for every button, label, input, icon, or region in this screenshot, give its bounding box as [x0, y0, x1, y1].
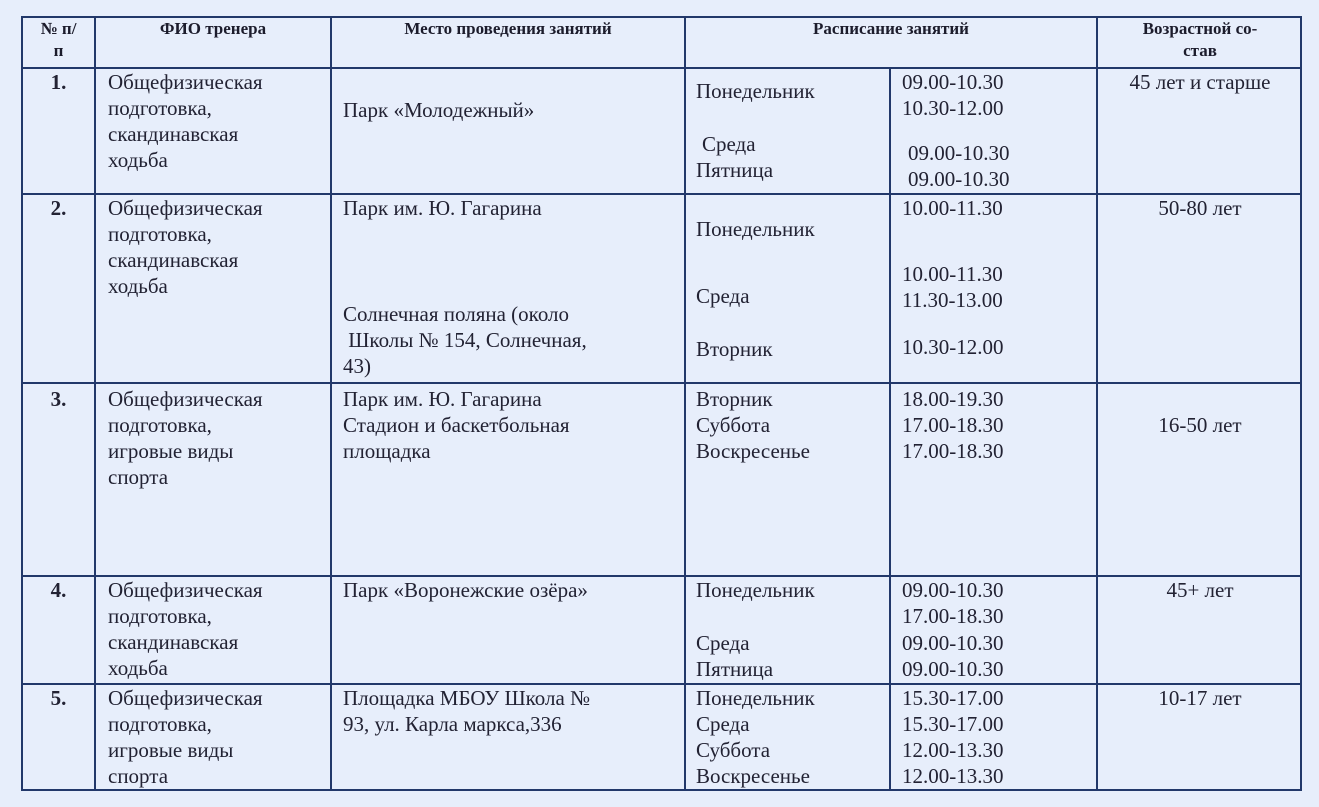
- day-label: Вторник: [696, 337, 773, 361]
- col-divider: [94, 18, 96, 789]
- time-slot: 10.30-12.00: [902, 335, 1004, 359]
- trainer-line: скандинавская: [108, 630, 239, 654]
- header-age: [1098, 18, 1302, 62]
- trainer-line: ходьба: [108, 656, 168, 680]
- row-number: 4.: [50, 578, 67, 602]
- time-slot: 10.00-11.30: [902, 262, 1003, 286]
- header-num-line: № п/: [40, 19, 77, 38]
- col-divider: [889, 68, 891, 789]
- day-label: Суббота: [696, 738, 771, 762]
- trainer-line: игровые виды: [108, 738, 234, 762]
- header-place: Место проведения занятий: [404, 19, 612, 38]
- place-line: Солнечная поляна (около: [343, 302, 570, 326]
- day-label: Пятница: [696, 158, 774, 182]
- time-slot: 17.00-18.30: [902, 413, 1004, 437]
- trainer-line: подготовка,: [108, 712, 212, 736]
- trainer-line: подготовка,: [108, 413, 212, 437]
- day-label: Понедельник: [696, 217, 815, 241]
- age-group: 16-50 лет: [1158, 413, 1242, 437]
- row-divider: [23, 382, 1300, 384]
- place-line: Парк «Воронежские озёра»: [343, 578, 588, 602]
- time-slot: 09.00-10.30: [902, 578, 1004, 602]
- col-divider: [1096, 18, 1098, 789]
- trainer-line: спорта: [108, 465, 169, 489]
- day-label: Воскресенье: [696, 764, 810, 788]
- time-slot: 17.00-18.30: [902, 604, 1004, 628]
- day-label: Понедельник: [696, 578, 815, 602]
- time-slot: 15.30-17.00: [902, 712, 1004, 736]
- place-line: Школы № 154, Солнечная,: [343, 328, 587, 352]
- trainer-line: ходьба: [108, 148, 168, 172]
- header-age-line: став: [1183, 41, 1217, 60]
- place-line: 43): [343, 354, 371, 378]
- time-slot: 09.00-10.30: [902, 70, 1004, 94]
- place-line: Площадка МБОУ Школа №: [343, 686, 591, 710]
- schedule-table: [21, 16, 1302, 791]
- place-line: Парк им. Ю. Гагарина: [343, 196, 542, 220]
- age-group: 10-17 лет: [1158, 686, 1242, 710]
- day-label: Воскресенье: [696, 439, 810, 463]
- place-line: Стадион и баскетбольная: [343, 413, 570, 437]
- age-group: 45+ лет: [1166, 578, 1234, 602]
- row-number: 1.: [50, 70, 67, 94]
- row-number: 5.: [50, 686, 67, 710]
- time-slot: 15.30-17.00: [902, 686, 1004, 710]
- time-slot: 09.00-10.30: [902, 657, 1004, 681]
- place-line: 93, ул. Карла маркса,336: [343, 712, 562, 736]
- day-label: Среда: [702, 132, 756, 156]
- day-label: Суббота: [696, 413, 771, 437]
- trainer-line: подготовка,: [108, 96, 212, 120]
- time-slot: 12.00-13.30: [902, 738, 1004, 762]
- time-slot: 09.00-10.30: [908, 141, 1010, 165]
- time-slot: 09.00-10.30: [908, 167, 1010, 191]
- day-label: Среда: [696, 712, 750, 736]
- trainer-line: Общефизическая: [108, 387, 263, 411]
- header-trainer: ФИО тренера: [159, 19, 267, 38]
- row-number: 2.: [50, 196, 67, 220]
- trainer-line: игровые виды: [108, 439, 234, 463]
- trainer-line: подготовка,: [108, 222, 212, 246]
- col-divider: [684, 18, 686, 789]
- header-num-line: п: [53, 41, 64, 60]
- trainer-line: скандинавская: [108, 122, 239, 146]
- header-age-line: Возрастной со-: [1142, 19, 1258, 38]
- trainer-line: ходьба: [108, 274, 168, 298]
- time-slot: 10.30-12.00: [902, 96, 1004, 120]
- col-divider: [330, 18, 332, 789]
- age-group: 50-80 лет: [1158, 196, 1242, 220]
- day-label: Вторник: [696, 387, 773, 411]
- header-schedule: Расписание занятий: [813, 19, 969, 38]
- trainer-line: спорта: [108, 764, 169, 788]
- time-slot: 11.30-13.00: [902, 288, 1003, 312]
- trainer-line: подготовка,: [108, 604, 212, 628]
- trainer-line: скандинавская: [108, 248, 239, 272]
- place-line: Парк им. Ю. Гагарина: [343, 387, 542, 411]
- time-slot: 09.00-10.30: [902, 631, 1004, 655]
- day-label: Понедельник: [696, 686, 815, 710]
- day-label: Понедельник: [696, 79, 815, 103]
- trainer-line: Общефизическая: [108, 196, 263, 220]
- age-group: 45 лет и старше: [1129, 70, 1271, 94]
- trainer-line: Общефизическая: [108, 686, 263, 710]
- trainer-line: Общефизическая: [108, 578, 263, 602]
- time-slot: 18.00-19.30: [902, 387, 1004, 411]
- time-slot: 17.00-18.30: [902, 439, 1004, 463]
- day-label: Среда: [696, 631, 750, 655]
- time-slot: 10.00-11.30: [902, 196, 1003, 220]
- day-label: Пятница: [696, 657, 774, 681]
- time-slot: 12.00-13.30: [902, 764, 1004, 788]
- place-line: Парк «Молодежный»: [343, 98, 535, 122]
- trainer-line: Общефизическая: [108, 70, 263, 94]
- header-num: [23, 18, 94, 62]
- day-label: Среда: [696, 284, 750, 308]
- row-number: 3.: [50, 387, 67, 411]
- place-line: площадка: [343, 439, 431, 463]
